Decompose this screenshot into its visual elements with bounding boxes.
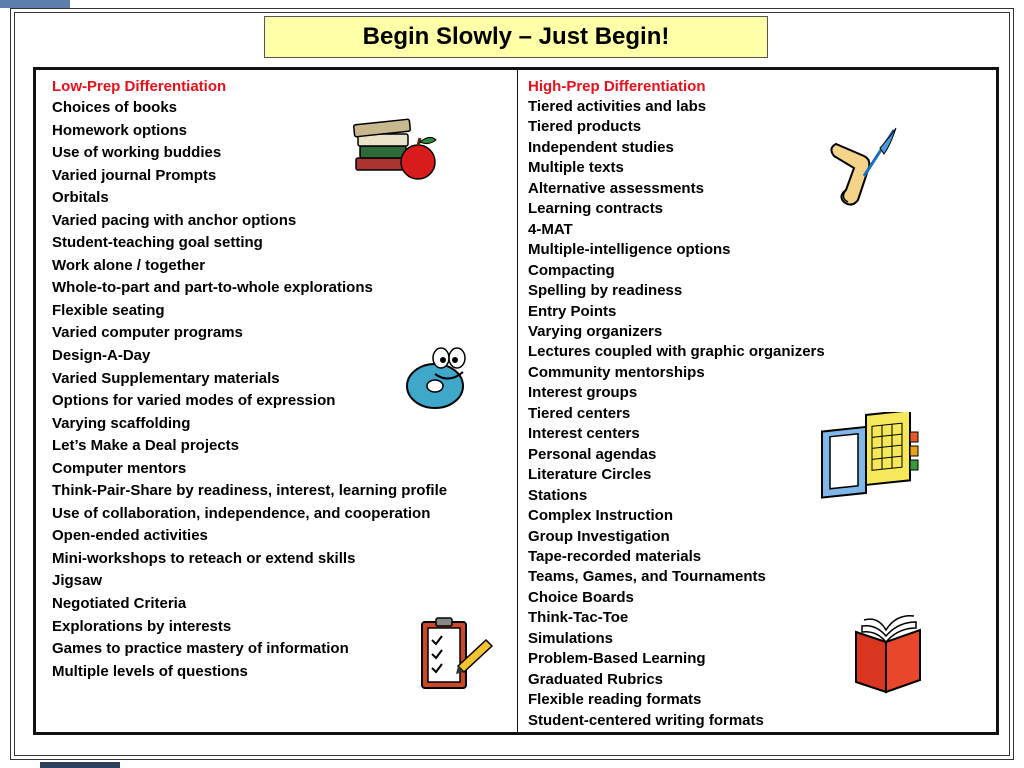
low-prep-item: Varied pacing with anchor options [52, 211, 297, 229]
high-prep-item: Think-Tac-Toe [528, 609, 629, 627]
low-prep-item: Options for varied modes of expression [52, 392, 336, 410]
open-book-icon [850, 612, 928, 694]
high-prep-item: Tape-recorded materials [528, 547, 702, 565]
high-prep-item: Spelling by readiness [528, 282, 683, 300]
high-prep-item: Independent studies [528, 138, 674, 156]
high-prep-item: Interest centers [528, 425, 640, 443]
low-prep-item: Negotiated Criteria [52, 595, 187, 613]
high-prep-item: 4-MAT [528, 220, 573, 238]
high-prep-item: Complex Instruction [528, 507, 674, 525]
high-prep-item: Group Investigation [528, 527, 670, 545]
low-prep-item: Homework options [52, 121, 188, 139]
high-prep-item: Flexible reading formats [528, 691, 702, 709]
high-prep-item: Student-centered writing formats [528, 711, 764, 729]
high-prep-item: Multiple texts [528, 159, 624, 177]
low-prep-item: Multiple levels of questions [52, 662, 248, 680]
smiling-disc-icon [405, 344, 471, 414]
corner-accent-bottom [40, 762, 120, 768]
high-prep-item: Choice Boards [528, 588, 634, 606]
high-prep-item: Lectures coupled with graphic organizers [528, 343, 825, 361]
books-apple-icon [352, 116, 442, 186]
high-prep-item: Varying organizers [528, 322, 663, 340]
low-prep-item: Games to practice mastery of information [52, 640, 349, 658]
low-prep-item: Flexible seating [52, 301, 165, 319]
low-prep-item: Computer mentors [52, 459, 187, 477]
high-prep-item: Teams, Games, and Tournaments [528, 568, 766, 586]
low-prep-item: Jigsaw [52, 572, 103, 590]
low-prep-item: Whole-to-part and part-to-whole explorations [52, 279, 373, 297]
high-prep-item: Simulations [528, 629, 614, 647]
high-prep-item: Literature Circles [528, 466, 652, 484]
high-prep-heading: High-Prep Differentiation [528, 78, 706, 95]
low-prep-item: Think-Pair-Share by readiness, interest, learning profile [52, 482, 448, 500]
high-prep-column [528, 76, 825, 731]
low-prep-item: Open-ended activities [52, 527, 208, 545]
high-prep-item: Tiered centers [528, 404, 631, 422]
low-prep-item: Let’s Make a Deal projects [52, 437, 240, 455]
high-prep-item: Entry Points [528, 302, 617, 320]
high-prep-item: Graduated Rubrics [528, 670, 664, 688]
high-prep-item: Tiered activities and labs [528, 98, 707, 115]
low-prep-item: Work alone / together [52, 256, 206, 274]
corner-accent [0, 0, 70, 8]
column-divider [517, 70, 518, 732]
low-prep-heading: Low-Prep Differentiation [52, 78, 227, 95]
high-prep-item: Personal agendas [528, 445, 657, 463]
high-prep-item: Community mentorships [528, 363, 705, 381]
scroll-quill-icon [824, 126, 900, 212]
high-prep-item: Learning contracts [528, 200, 664, 218]
slide-title: Begin Slowly – Just Begin! [264, 16, 768, 58]
notebook-icon [818, 412, 924, 508]
low-prep-item: Varying scaffolding [52, 414, 191, 432]
low-prep-item: Choices of books [52, 99, 178, 116]
low-prep-item: Explorations by interests [52, 617, 232, 635]
high-prep-list [528, 97, 825, 731]
high-prep-item: Tiered products [528, 118, 642, 136]
high-prep-item: Alternative assessments [528, 179, 704, 197]
high-prep-item: Stations [528, 486, 588, 504]
low-prep-item: Orbitals [52, 189, 109, 207]
high-prep-item: Interest groups [528, 384, 638, 402]
low-prep-item: Varied journal Prompts [52, 166, 217, 184]
high-prep-item: Multiple-intelligence options [528, 241, 731, 259]
low-prep-item: Varied computer programs [52, 324, 243, 342]
low-prep-item: Use of collaboration, independence, and cooperation [52, 504, 431, 522]
low-prep-item: Student-teaching goal setting [52, 234, 263, 252]
clipboard-icon [414, 614, 494, 694]
high-prep-item: Compacting [528, 261, 615, 279]
high-prep-item: Problem-Based Learning [528, 650, 706, 668]
low-prep-item: Varied Supplementary materials [52, 369, 280, 387]
low-prep-item: Use of working buddies [52, 144, 222, 162]
low-prep-item: Mini-workshops to reteach or extend skills [52, 549, 356, 567]
low-prep-item: Design-A-Day [52, 347, 151, 365]
